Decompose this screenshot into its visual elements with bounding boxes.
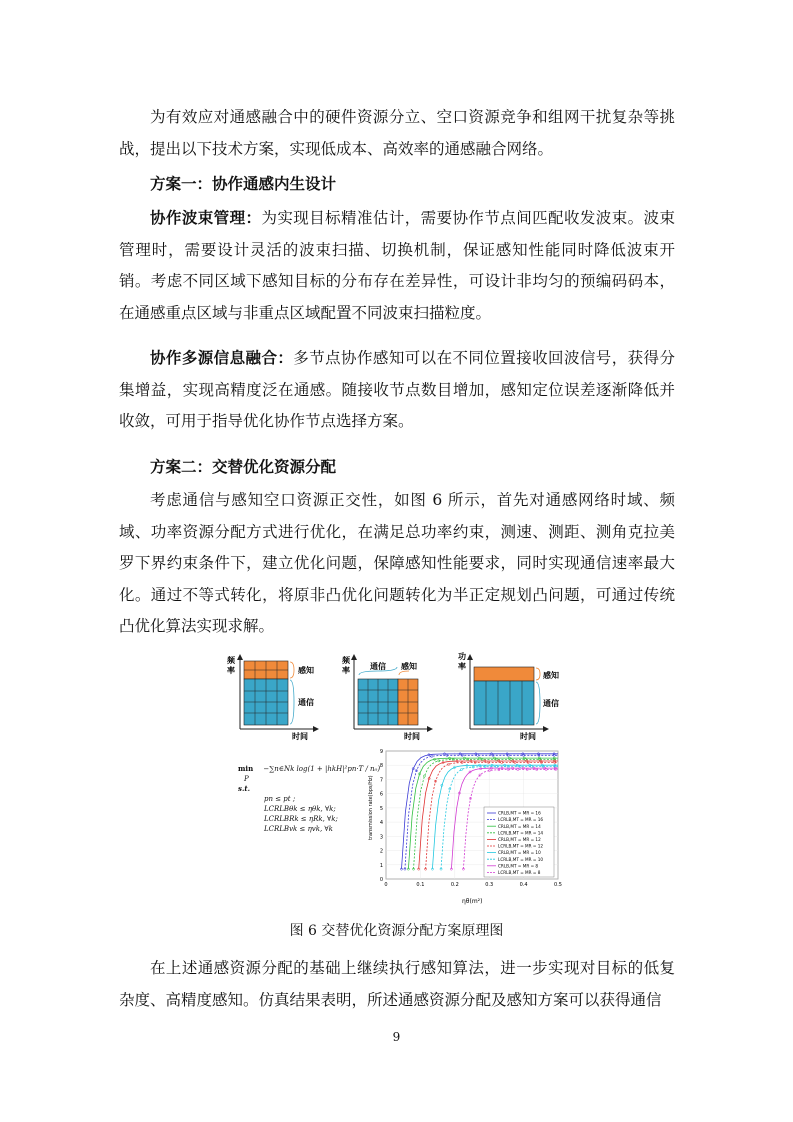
beam-management-paragraph bbox=[119, 203, 675, 329]
panel3-xlabel: 时间 bbox=[520, 732, 536, 741]
y-tick-label: 9 bbox=[379, 749, 383, 755]
legend-entry: LCRLB,MT = MR = 8 bbox=[498, 870, 541, 875]
resource-allocation-diagrams bbox=[0, 645, 793, 745]
panel1-xlabel: 时间 bbox=[292, 732, 308, 741]
panel2-ylabel1: 频 bbox=[342, 656, 350, 665]
x-tick-label: 0.2 bbox=[450, 882, 459, 888]
y-tick-label: 3 bbox=[379, 834, 383, 841]
beam-management-text: 为实现目标精准估计，需要协作节点间匹配收发波束。波束管理时，需要设计灵活的波束扫描、切换机制，保证感知性能同时降低波束开销。考虑不同区域下感知目标的分布存在差异性，可设计非均匀的预编码码本，在通感重点区域与非重点区域配置不同波束扫描粒度。 bbox=[119, 209, 675, 322]
formula-variable: P bbox=[244, 775, 249, 783]
x-tick-label: 0.4 bbox=[519, 882, 528, 888]
panel3-ylabel1: 功 bbox=[458, 652, 466, 661]
page-number: 9 bbox=[392, 1030, 401, 1044]
panel2-xlabel: 时间 bbox=[404, 732, 420, 741]
transmission-rate-chart bbox=[366, 745, 566, 915]
formula-st: s.t. bbox=[238, 784, 251, 793]
panel1-sensing-label: 感知 bbox=[298, 666, 314, 675]
communication-block bbox=[474, 681, 534, 725]
y-tick-label: 6 bbox=[379, 791, 383, 798]
panel2-comm-label: 通信 bbox=[370, 662, 386, 671]
legend-entry: LCRLB,MT = MR = 10 bbox=[498, 856, 544, 862]
fusion-text: 多节点协作感知可以在不同位置接收回波信号，获得分集增益，实现高精度泛在通感。随接收节点数目增加，感知定位误差逐渐降低并收敛，可用于指导优化协作节点选择方案。 bbox=[119, 349, 675, 430]
scheme2-heading: 方案二：交替优化资源分配 bbox=[150, 458, 337, 476]
fusion-label: 协作多源信息融合： bbox=[150, 349, 294, 367]
legend-entry: LCRLB,MT = MR = 14 bbox=[498, 830, 544, 836]
panel3-ylabel2: 率 bbox=[458, 662, 466, 671]
legend-entry: CRLB,MT = MR = 14 bbox=[498, 823, 541, 829]
frequency-time-panel-1 bbox=[227, 655, 318, 741]
y-tick-label: 4 bbox=[379, 820, 383, 827]
fusion-paragraph bbox=[119, 343, 675, 438]
chart-legend bbox=[484, 807, 554, 877]
legend-entry: CRLB,MT = MR = 12 bbox=[498, 837, 541, 842]
formula-constraint-range: LCRLBRk ≤ ηRk, ∀k; bbox=[264, 815, 338, 823]
intro-paragraph: 为有效应对通感融合中的硬件资源分立、空口资源竞争和组网干扰复杂等挑战，提出以下技术方案，实现低成本、高效率的通感融合网络。 bbox=[119, 108, 675, 158]
x-tick-label: 0.3 bbox=[485, 882, 494, 888]
panel3-sensing-label: 感知 bbox=[543, 671, 559, 680]
legend-entry: CRLB,MT = MR = 8 bbox=[498, 863, 539, 869]
beam-management-label: 协作波束管理： bbox=[150, 209, 262, 227]
legend-entry: CRLB,MT = MR = 10 bbox=[498, 850, 541, 856]
x-tick-label: 0 bbox=[384, 882, 388, 888]
y-tick-label: 2 bbox=[379, 848, 383, 855]
frequency-time-panel-2 bbox=[342, 655, 432, 741]
panel1-comm-label: 通信 bbox=[298, 698, 314, 707]
formula-objective: −∑n∈Nk log(1 + |hkH|²pn·T / n₀) bbox=[263, 765, 381, 773]
y-tick-label: 1 bbox=[379, 862, 383, 869]
y-tick-label: 8 bbox=[379, 763, 383, 770]
legend-entry: LCRLB,MT = MR = 16 bbox=[498, 817, 544, 823]
y-tick-label: 0 bbox=[379, 877, 383, 883]
y-tick-label: 5 bbox=[379, 805, 383, 812]
formula-constraint-velocity: LCRLBvk ≤ ηvk, ∀k bbox=[264, 825, 333, 833]
panel2-ylabel2: 率 bbox=[342, 666, 350, 675]
y-tick-label: 7 bbox=[379, 777, 383, 784]
panel2-sensing-label: 感知 bbox=[401, 662, 417, 671]
closing-paragraph: 在上述通感资源分配的基础上继续执行感知算法，进一步实现对目标的低复杂度、高精度感知。仿真结果表明，所述通感资源分配及感知方案可以获得通信 bbox=[119, 959, 675, 1009]
x-tick-label: 0.5 bbox=[554, 882, 562, 888]
scheme2-paragraph: 考虑通信与感知空口资源正交性，如图 6 所示，首先对通感网络时域、频域、功率资源分配方式进行优化，在满足总功率约束，测速、测距、测角克拉美罗下界约束条件下，建立优化问题，保障感知性能要求，同时实现通信速率最大化。通过不等式转化，将原非凸优化问题转化为半正定规划凸问题，可通过传统凸优化算法实现求解。 bbox=[119, 491, 675, 635]
panel1-ylabel2: 率 bbox=[227, 666, 235, 675]
panel3-comm-label: 通信 bbox=[543, 699, 559, 708]
legend-entry: CRLB,MT = MR = 16 bbox=[498, 810, 541, 816]
sensing-block bbox=[474, 667, 534, 681]
formula-constraint-power: pn ≤ pt ; bbox=[264, 795, 296, 803]
figure-caption: 图 6 交替优化资源分配方案原理图 bbox=[289, 923, 504, 939]
panel1-ylabel1: 频 bbox=[227, 656, 235, 665]
legend-entry: LCRLB,MT = MR = 12 bbox=[498, 843, 544, 849]
x-tick-label: 0.1 bbox=[416, 882, 425, 888]
formula-constraint-angle: LCRLBθk ≤ ηθk, ∀k; bbox=[264, 805, 336, 813]
x-axis-label: ηθ(m²) bbox=[462, 898, 483, 905]
power-time-panel-3 bbox=[458, 651, 559, 741]
y-axis-label: transmission rate(bps/Hz) bbox=[368, 775, 374, 840]
scheme1-heading: 方案一：协作通感内生设计 bbox=[150, 175, 337, 193]
formula-min: min bbox=[238, 764, 254, 773]
